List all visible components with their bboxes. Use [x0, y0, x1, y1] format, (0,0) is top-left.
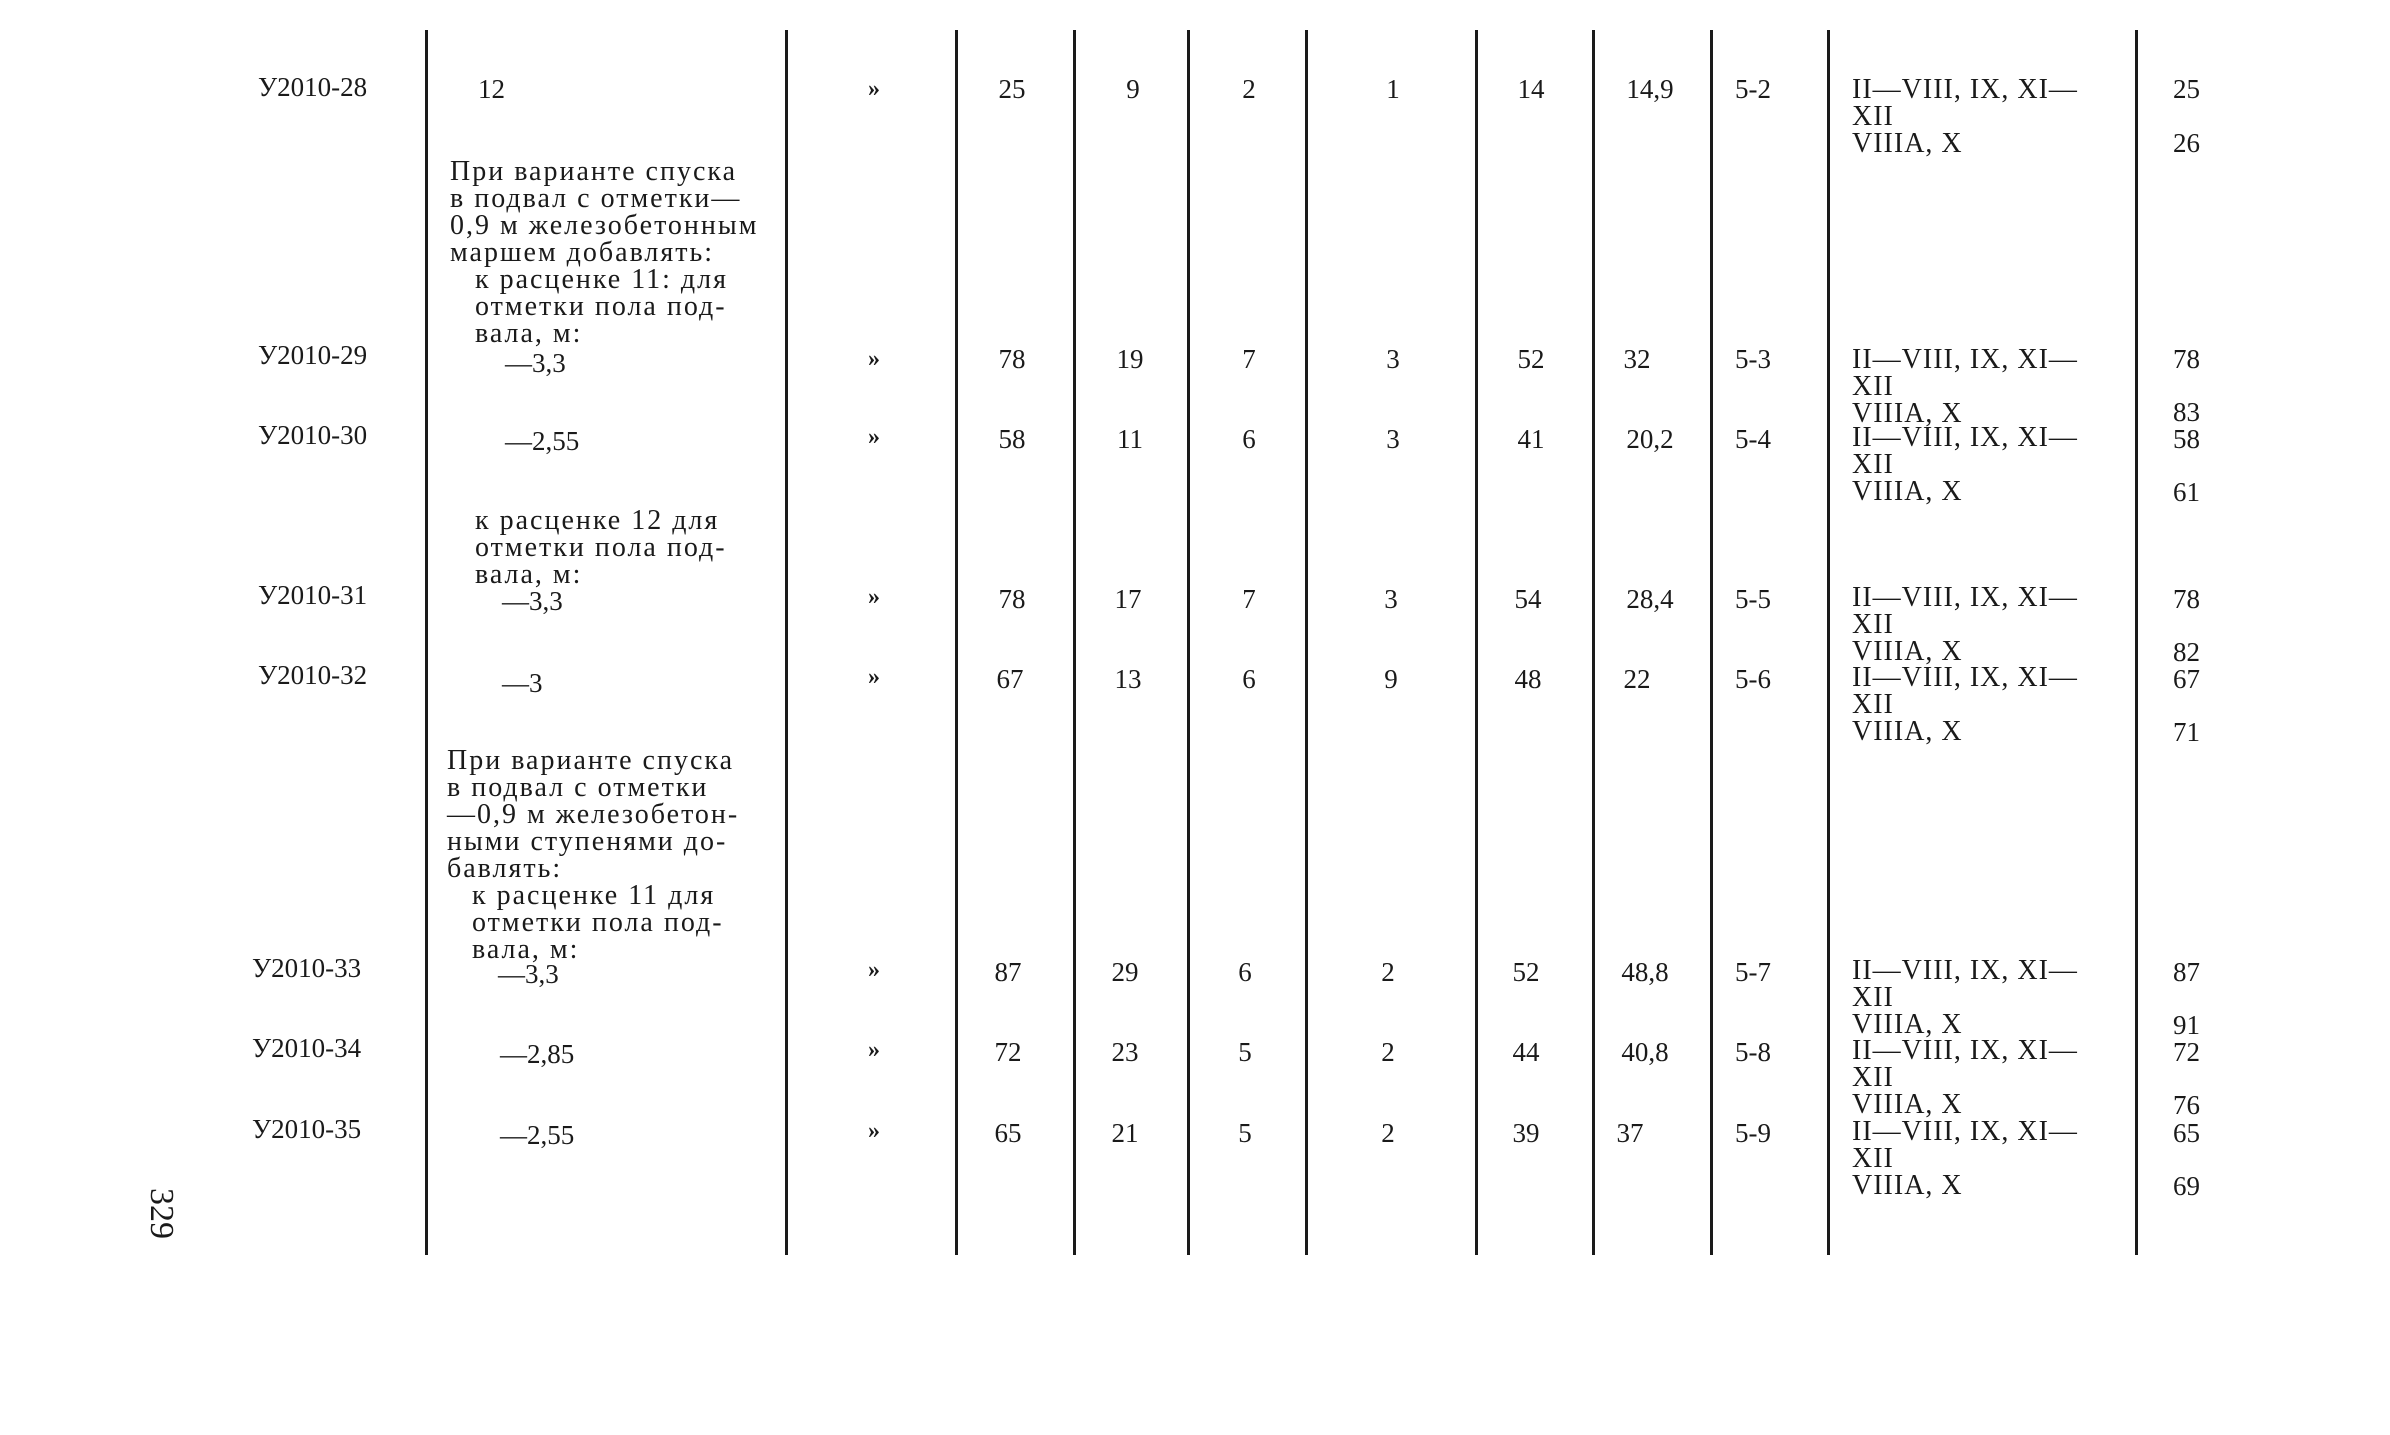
cell-value: 7 — [1242, 344, 1256, 374]
cell-value: 23 — [1111, 1037, 1139, 1067]
value-b: 71 — [2173, 717, 2200, 747]
cell-value: 9 — [1384, 664, 1398, 694]
value-b: 26 — [2173, 128, 2200, 158]
series-line: XII — [1852, 609, 1894, 640]
ditto-mark: » — [868, 424, 880, 450]
note-line: —0,9 м железобетон- — [447, 799, 740, 830]
reference: 5-6 — [1735, 664, 1771, 694]
series-line: XII — [1852, 371, 1894, 402]
cell-value: 5 — [1238, 1037, 1252, 1067]
quantity: —3,3 — [505, 348, 566, 378]
rate-code: У2010-33 — [252, 953, 362, 983]
cell-value: 2 — [1242, 74, 1256, 104]
cell-value: 44 — [1512, 1037, 1540, 1067]
rate-code: У2010-32 — [258, 660, 368, 690]
series-line: XII — [1852, 449, 1894, 480]
cell-value: 2 — [1381, 1037, 1395, 1067]
column-rule — [1475, 30, 1478, 1255]
reference: 5-2 — [1735, 74, 1771, 104]
note-line: в подвал с отметки — [447, 772, 709, 803]
rate-code: У2010-29 — [258, 340, 368, 370]
column-rule — [1187, 30, 1190, 1255]
cell-value: 20,2 — [1626, 424, 1674, 454]
cell-value: 40,8 — [1621, 1037, 1669, 1067]
series-line: VIIIA, X — [1852, 1089, 1963, 1120]
series-cell — [1852, 1037, 2124, 1118]
column-rule — [1305, 30, 1308, 1255]
cell-value: 67 — [996, 664, 1024, 694]
column-rule — [2135, 30, 2138, 1255]
series-cell — [1852, 957, 2124, 1038]
note-line: вала, м: — [475, 318, 583, 349]
reference: 5-4 — [1735, 424, 1771, 454]
note-text — [447, 747, 739, 882]
note-line: отметки пола под- — [475, 291, 727, 322]
cell-value: 52 — [1512, 957, 1540, 987]
cell-value: 41 — [1517, 424, 1545, 454]
series-cell — [1852, 76, 2124, 157]
value-b: 91 — [2173, 1010, 2200, 1040]
rate-code: У2010-34 — [252, 1033, 362, 1063]
value-a: 25 — [2173, 74, 2200, 104]
note-line: 0,9 м железобетонным — [450, 210, 759, 241]
note-line: бавлять: — [447, 853, 563, 884]
cell-value: 11 — [1117, 424, 1143, 454]
note-line: маршем добавлять: — [450, 237, 715, 268]
value-b: 83 — [2173, 397, 2200, 427]
column-rule — [955, 30, 958, 1255]
note-line: ными ступенями до- — [447, 826, 728, 857]
cell-value: 14 — [1517, 74, 1545, 104]
cell-value: 72 — [994, 1037, 1022, 1067]
quantity: 12 — [478, 74, 505, 104]
note-text — [475, 266, 728, 347]
series-line: VIIIA, X — [1852, 716, 1963, 747]
cell-value: 19 — [1116, 344, 1144, 374]
value-a: 67 — [2173, 664, 2200, 694]
cell-value: 52 — [1517, 344, 1545, 374]
note-line: вала, м: — [475, 559, 583, 590]
cell-value: 37 — [1616, 1118, 1644, 1148]
note-text — [475, 507, 727, 588]
note-text — [472, 882, 724, 963]
value-a: 87 — [2173, 957, 2200, 987]
cell-value: 3 — [1386, 424, 1400, 454]
cell-value: 28,4 — [1626, 584, 1674, 614]
value-b: 61 — [2173, 477, 2200, 507]
quantity: —2,55 — [500, 1120, 575, 1150]
series-line: VIIIA, X — [1852, 398, 1963, 429]
cell-value: 6 — [1238, 957, 1252, 987]
ditto-mark: » — [868, 664, 880, 690]
cell-value: 9 — [1126, 74, 1140, 104]
column-rule — [1073, 30, 1076, 1255]
series-line: XII — [1852, 982, 1894, 1013]
column-rule — [1710, 30, 1713, 1255]
quantity: —3,3 — [502, 586, 563, 616]
quantity: —3 — [502, 668, 543, 698]
quantity: —2,85 — [500, 1039, 575, 1069]
value-a: 78 — [2173, 584, 2200, 614]
cell-value: 54 — [1514, 584, 1542, 614]
series-line: II—VIII, IX, XI— — [1852, 955, 2078, 986]
ditto-mark: » — [868, 957, 880, 983]
rate-code: У2010-31 — [258, 580, 368, 610]
cell-value: 48 — [1514, 664, 1542, 694]
note-line: При варианте спуска — [450, 156, 737, 187]
value-b: 69 — [2173, 1171, 2200, 1201]
cell-value: 25 — [998, 74, 1026, 104]
reference: 5-5 — [1735, 584, 1771, 614]
series-line: II—VIII, IX, XI— — [1852, 1116, 2078, 1147]
series-cell — [1852, 424, 2124, 505]
cell-value: 65 — [994, 1118, 1022, 1148]
reference: 5-9 — [1735, 1118, 1771, 1148]
column-rule — [785, 30, 788, 1255]
cell-value: 14,9 — [1626, 74, 1674, 104]
note-line: вала, м: — [472, 934, 580, 965]
cell-value: 7 — [1242, 584, 1256, 614]
cell-value: 22 — [1623, 664, 1651, 694]
series-cell — [1852, 1118, 2124, 1199]
cell-value: 2 — [1381, 1118, 1395, 1148]
series-line: VIIIA, X — [1852, 1009, 1963, 1040]
note-line: к расценке 11 для — [472, 880, 716, 911]
value-a: 65 — [2173, 1118, 2200, 1148]
value-a: 72 — [2173, 1037, 2200, 1067]
quantity: —2,55 — [505, 426, 580, 456]
cell-value: 1 — [1386, 74, 1400, 104]
note-line: При варианте спуска — [447, 745, 734, 776]
note-line: к расценке 11: для — [475, 264, 729, 295]
cell-value: 32 — [1623, 344, 1651, 374]
note-text — [450, 158, 758, 266]
value-b: 82 — [2173, 637, 2200, 667]
rate-code: У2010-30 — [258, 420, 368, 450]
reference: 5-7 — [1735, 957, 1771, 987]
ditto-mark: » — [868, 76, 880, 102]
series-cell — [1852, 346, 2124, 427]
cell-value: 29 — [1111, 957, 1139, 987]
note-line: к расценке 12 для — [475, 505, 720, 536]
rate-code: У2010-28 — [258, 72, 368, 102]
page-number: 329 — [143, 1188, 180, 1239]
ditto-mark: » — [868, 584, 880, 610]
cell-value: 48,8 — [1621, 957, 1669, 987]
ditto-mark: » — [868, 1037, 880, 1063]
note-line: отметки пола под- — [475, 532, 727, 563]
series-line: XII — [1852, 689, 1894, 720]
value-a: 78 — [2173, 344, 2200, 374]
note-line: в подвал с отметки— — [450, 183, 742, 214]
value-b: 76 — [2173, 1090, 2200, 1120]
cell-value: 78 — [998, 584, 1026, 614]
series-line: VIIIA, X — [1852, 636, 1963, 667]
reference: 5-8 — [1735, 1037, 1771, 1067]
cell-value: 21 — [1111, 1118, 1139, 1148]
rate-code: У2010-35 — [252, 1114, 362, 1144]
column-rule — [1827, 30, 1830, 1255]
cell-value: 3 — [1384, 584, 1398, 614]
series-line: XII — [1852, 101, 1894, 132]
cell-value: 5 — [1238, 1118, 1252, 1148]
value-a: 58 — [2173, 424, 2200, 454]
column-rule — [425, 30, 428, 1255]
ditto-mark: » — [868, 346, 880, 372]
series-line: II—VIII, IX, XI— — [1852, 662, 2078, 693]
note-line: отметки пола под- — [472, 907, 724, 938]
series-line: XII — [1852, 1143, 1894, 1174]
cell-value: 58 — [998, 424, 1026, 454]
cell-value: 78 — [998, 344, 1026, 374]
series-line: VIIIA, X — [1852, 128, 1963, 159]
reference: 5-3 — [1735, 344, 1771, 374]
cell-value: 6 — [1242, 424, 1256, 454]
series-line: II—VIII, IX, XI— — [1852, 582, 2078, 613]
series-cell — [1852, 664, 2124, 745]
cell-value: 39 — [1512, 1118, 1540, 1148]
cell-value: 6 — [1242, 664, 1256, 694]
cell-value: 87 — [994, 957, 1022, 987]
cell-value: 2 — [1381, 957, 1395, 987]
series-line: II—VIII, IX, XI— — [1852, 1035, 2078, 1066]
series-line: VIIIA, X — [1852, 1170, 1963, 1201]
series-line: VIIIA, X — [1852, 476, 1963, 507]
series-line: II—VIII, IX, XI— — [1852, 74, 2078, 105]
series-line: XII — [1852, 1062, 1894, 1093]
series-line: II—VIII, IX, XI— — [1852, 422, 2078, 453]
series-cell — [1852, 584, 2124, 665]
column-rule — [1592, 30, 1595, 1255]
quantity: —3,3 — [498, 959, 559, 989]
ditto-mark: » — [868, 1118, 880, 1144]
cell-value: 17 — [1114, 584, 1142, 614]
cell-value: 3 — [1386, 344, 1400, 374]
cell-value: 13 — [1114, 664, 1142, 694]
series-line: II—VIII, IX, XI— — [1852, 344, 2078, 375]
